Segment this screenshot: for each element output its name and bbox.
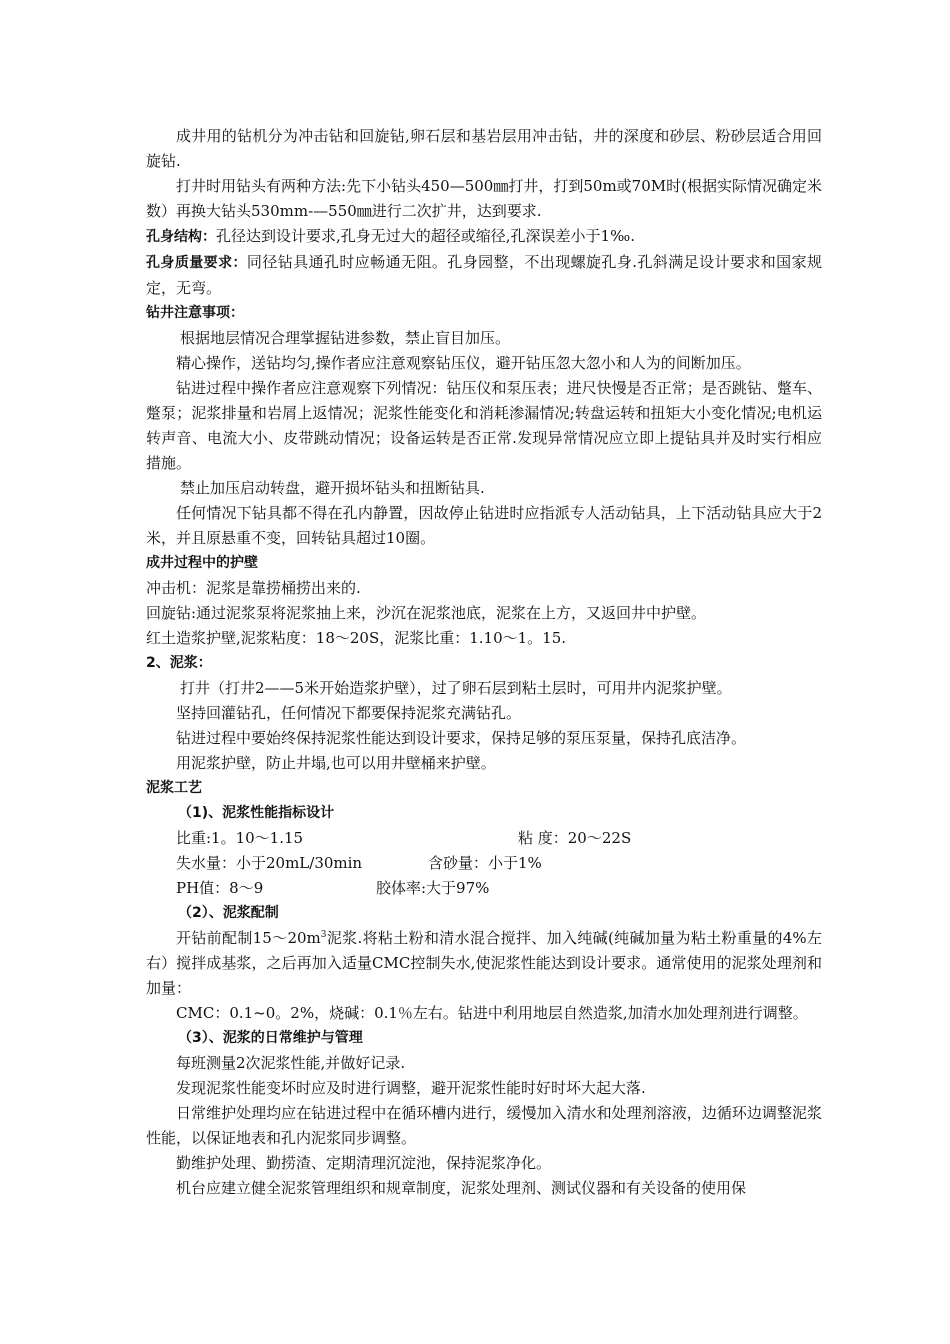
paragraph: 日常维护处理均应在钻进过程中在循环槽内进行，缓慢加入清水和处理剂溶液，边循环边调整泥浆性能，以保证地表和孔内泥浆同步调整。	[146, 1104, 822, 1147]
inline-heading: 孔身结构：	[146, 229, 216, 245]
paragraph: 根据地层情况合理掌握钻进参数，禁止盲目加压。	[180, 329, 511, 347]
spec-row	[146, 851, 822, 876]
spec-item: 粘 度：20～22S	[518, 829, 632, 847]
section-heading: 泥浆工艺	[146, 780, 202, 796]
paragraph: 用泥浆护壁，防止井塌,也可以用井壁桶来护壁。	[176, 754, 496, 772]
paragraph-text: 泥浆.将粘土粉和清水混合搅拌、加入纯碱(纯碱加量为粘土粉重量的4%左右）搅拌成基浆，之后再加入适量CMC控制失水,使泥浆性能达到设计要求。通常使用的泥浆处理剂和加量：	[146, 929, 822, 997]
paragraph: 坚持回灌钻孔，任何情况下都要保持泥浆充满钻孔。	[176, 704, 522, 722]
paragraph: 红土造浆护壁,泥浆粘度：18～20S，泥浆比重：1.10～1。15.	[146, 629, 567, 647]
paragraph	[146, 250, 822, 301]
paragraph: 禁止加压启动转盘，避开损坏钻头和扭断钻具.	[180, 479, 485, 497]
spec-item: 胶体率:大于97%	[376, 879, 490, 897]
subsection-heading: （1)、泥浆性能指标设计	[178, 805, 335, 821]
paragraph: 精心操作，送钻均匀,操作者应注意观察钻压仪，避开钻压忽大忽小和人为的间断加压。	[176, 354, 751, 372]
spec-item: 含砂量：小于1%	[428, 854, 542, 872]
paragraph: 钻进过程中操作者应注意观察下列情况：钻压仪和泵压表；进尺快慢是否正常；是否跳钻、蹩车、蹩泵；泥浆排量和岩屑上返情况；泥浆性能变化和消耗渗漏情况;转盘运转和扭矩大小变化情况;电机运转声音、电流大小、皮带跳动情况；设备运转是否正常.发现异常情况应立即上提钻具并及时实行相应措施。	[146, 379, 822, 472]
spec-row	[146, 826, 822, 851]
paragraph	[146, 926, 822, 1001]
subsection-heading: （2）、泥浆配制	[178, 905, 279, 921]
paragraph: 打井（打井2——5米开始造浆护壁），过了卵石层到粘土层时，可用井内泥浆护壁。	[180, 679, 732, 697]
paragraph: 勤维护处理、勤捞渣、定期清理沉淀池，保持泥浆净化。	[176, 1154, 552, 1172]
spec-row	[146, 876, 822, 901]
inline-heading: 孔身质量要求：	[146, 255, 247, 271]
spec-item: PH值：8～9	[176, 879, 264, 897]
paragraph-text: 孔径达到设计要求,孔身无过大的超径或缩径,孔深误差小于1‰.	[216, 227, 635, 245]
spec-item: 比重:1。10～1.15	[176, 829, 304, 847]
document-body	[146, 124, 822, 1201]
spec-item: 失水量：小于20mL/30min	[176, 854, 363, 872]
paragraph: 发现泥浆性能变坏时应及时进行调整，避开泥浆性能时好时坏大起大落.	[176, 1079, 646, 1097]
subsection-heading: （3）、泥浆的日常维护与管理	[178, 1030, 363, 1046]
section-heading: 成井过程中的护壁	[146, 555, 258, 571]
paragraph: 成井用的钻机分为冲击钻和回旋钻,卵石层和基岩层用冲击钻，井的深度和砂层、粉砂层适合用回旋钻.	[146, 127, 822, 170]
paragraph: 任何情况下钻具都不得在孔内静置，因故停止钻进时应指派专人活动钻具，上下活动钻具应大于2米，并且原悬重不变，回转钻具超过10圈。	[146, 504, 822, 547]
paragraph: CMC：0.1~0。2%，烧碱：0.1％左右。钻进中利用地层自然造浆,加清水加处理剂进行调整。	[176, 1004, 808, 1022]
paragraph: 冲击机：泥浆是靠捞桶捞出来的.	[146, 579, 361, 597]
paragraph	[146, 224, 822, 250]
section-heading: 钻井注意事项：	[146, 305, 244, 321]
paragraph: 机台应建立健全泥浆管理组织和规章制度，泥浆处理剂、测试仪器和有关设备的使用保	[176, 1179, 747, 1197]
superscript: 3	[320, 930, 327, 940]
paragraph-text: 同径钻具通孔时应畅通无阻。孔身园整，不出现螺旋孔身.孔斜满足设计要求和国家规定，无弯。	[146, 253, 822, 297]
section-heading: 2、泥浆：	[146, 655, 212, 671]
paragraph: 钻进过程中要始终保持泥浆性能达到设计要求，保持足够的泵压泵量，保持孔底洁净。	[176, 729, 747, 747]
paragraph: 打井时用钻头有两种方法:先下小钻头450—500㎜打井，打到50m或70M时(根据实际情况确定米数）再换大钻头530mm-—550㎜进行二次扩井，达到要求.	[146, 177, 822, 220]
paragraph: 每班测量2次泥浆性能,并做好记录.	[176, 1054, 406, 1072]
paragraph: 回旋钻:通过泥浆泵将泥浆抽上来，沙沉在泥浆池底，泥浆在上方，又返回井中护壁。	[146, 604, 707, 622]
paragraph-text: 开钻前配制15～20m	[176, 929, 321, 947]
